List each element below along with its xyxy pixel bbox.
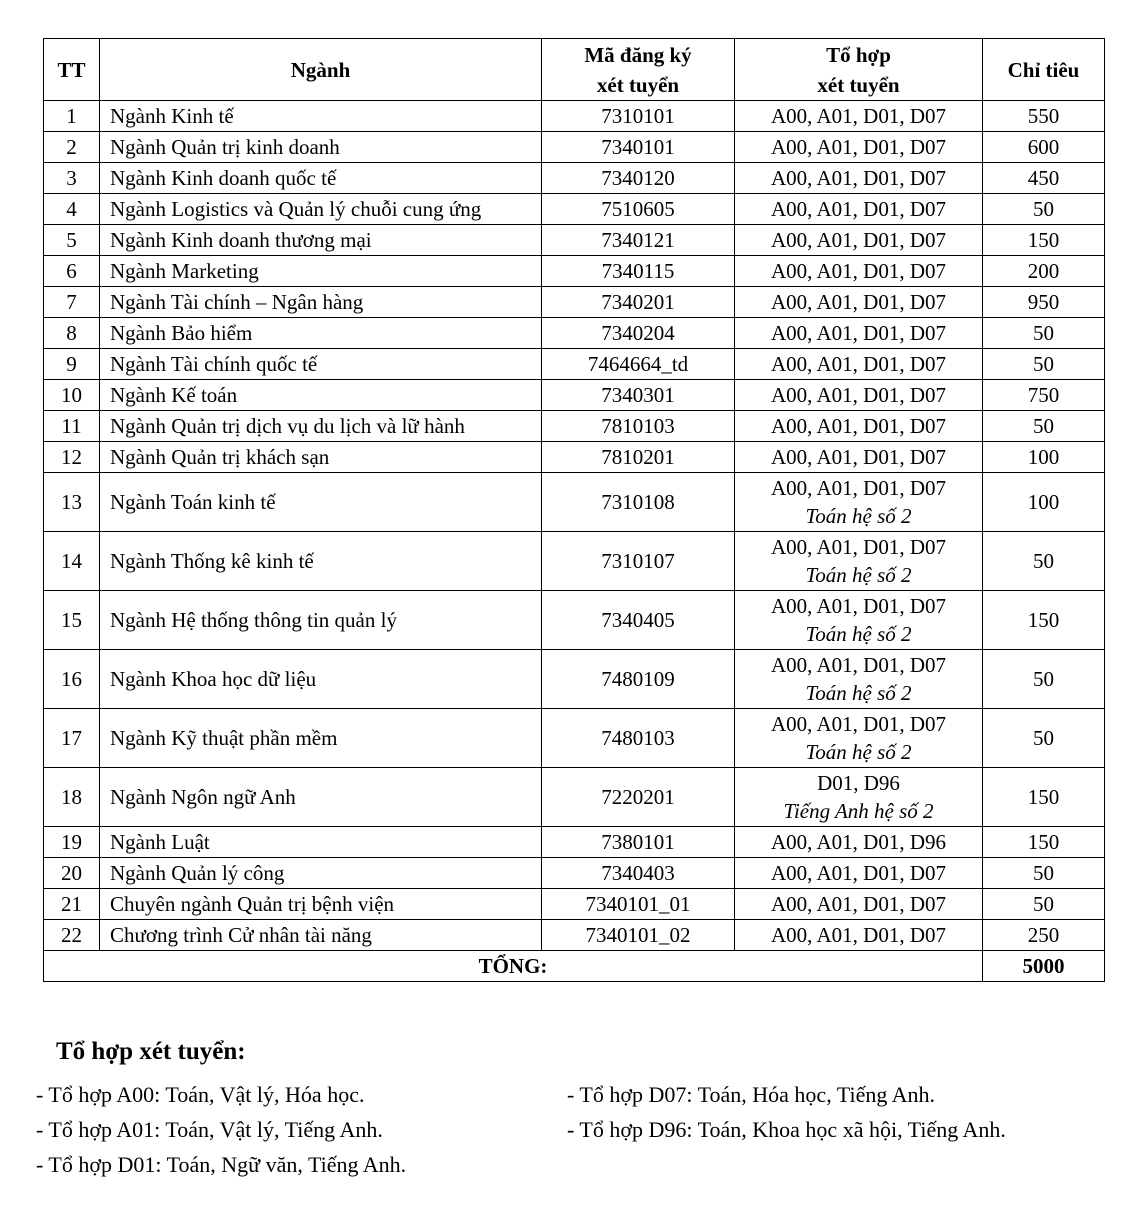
row-quota: 950 <box>983 287 1105 318</box>
legend-title: Tổ hợp xét tuyển: <box>56 1038 246 1065</box>
table-row <box>44 473 1105 532</box>
row-tt: 1 <box>44 101 100 132</box>
row-code: 7310107 <box>542 532 735 591</box>
row-major: Chuyên ngành Quản trị bệnh viện <box>100 889 542 920</box>
row-quota: 150 <box>983 591 1105 650</box>
legend-a01: - Tổ hợp A01: Toán, Vật lý, Tiếng Anh. <box>36 1117 383 1142</box>
legend-d01: - Tổ hợp D01: Toán, Ngữ văn, Tiếng Anh. <box>36 1152 407 1177</box>
row-tt: 15 <box>44 591 100 650</box>
row-quota: 50 <box>983 349 1105 380</box>
row-combo: A00, A01, D01, D07 <box>735 380 983 411</box>
row-major: Ngành Luật <box>100 827 542 858</box>
header-code <box>542 39 735 101</box>
row-combo <box>735 532 983 591</box>
row-tt: 20 <box>44 858 100 889</box>
row-combo: A00, A01, D01, D07 <box>735 101 983 132</box>
row-major: Ngành Kế toán <box>100 380 542 411</box>
row-code: 7310101 <box>542 101 735 132</box>
header-combo <box>735 39 983 101</box>
row-major: Ngành Kỹ thuật phần mềm <box>100 709 542 768</box>
row-tt: 8 <box>44 318 100 349</box>
row-tt: 19 <box>44 827 100 858</box>
row-major: Chương trình Cử nhân tài năng <box>100 920 542 951</box>
row-code: 7340405 <box>542 591 735 650</box>
row-quota: 50 <box>983 411 1105 442</box>
row-quota: 100 <box>983 473 1105 532</box>
total-label: TỔNG: <box>44 951 983 982</box>
row-combo-note: Toán hệ số 2 <box>805 563 912 587</box>
table-row <box>44 442 1105 473</box>
row-code: 7340204 <box>542 318 735 349</box>
header-combo-line2: xét tuyển <box>817 72 900 97</box>
row-tt: 17 <box>44 709 100 768</box>
row-code: 7340121 <box>542 225 735 256</box>
row-quota: 50 <box>983 709 1105 768</box>
table-row <box>44 225 1105 256</box>
row-code: 7340201 <box>542 287 735 318</box>
row-combo-main: D01, D96 <box>817 771 900 795</box>
row-combo: A00, A01, D01, D07 <box>735 858 983 889</box>
row-major: Ngành Logistics và Quản lý chuỗi cung ứng <box>100 194 542 225</box>
row-combo: A00, A01, D01, D07 <box>735 163 983 194</box>
row-tt: 5 <box>44 225 100 256</box>
table-row <box>44 827 1105 858</box>
row-code: 7340101 <box>542 132 735 163</box>
row-quota: 150 <box>983 827 1105 858</box>
row-tt: 14 <box>44 532 100 591</box>
row-combo: A00, A01, D01, D07 <box>735 194 983 225</box>
row-tt: 4 <box>44 194 100 225</box>
row-major: Ngành Khoa học dữ liệu <box>100 650 542 709</box>
row-code: 7464664_td <box>542 349 735 380</box>
row-code: 7340403 <box>542 858 735 889</box>
row-combo-note: Tiếng Anh hệ số 2 <box>783 799 934 823</box>
row-tt: 2 <box>44 132 100 163</box>
table-row <box>44 411 1105 442</box>
legend-d96: - Tổ hợp D96: Toán, Khoa học xã hội, Tiếng Anh. <box>567 1117 1006 1142</box>
table-row <box>44 768 1105 827</box>
row-combo-main: A00, A01, D01, D07 <box>770 712 946 736</box>
row-major: Ngành Bảo hiểm <box>100 318 542 349</box>
table-row <box>44 287 1105 318</box>
row-quota: 550 <box>983 101 1105 132</box>
row-quota: 50 <box>983 194 1105 225</box>
row-combo: A00, A01, D01, D07 <box>735 225 983 256</box>
table-row <box>44 101 1105 132</box>
row-major: Ngành Tài chính quốc tế <box>100 349 542 380</box>
total-row <box>44 951 1105 982</box>
row-combo-main: A00, A01, D01, D07 <box>770 535 946 559</box>
row-combo: A00, A01, D01, D96 <box>735 827 983 858</box>
row-tt: 7 <box>44 287 100 318</box>
row-combo: A00, A01, D01, D07 <box>735 132 983 163</box>
row-combo <box>735 650 983 709</box>
row-combo-main: A00, A01, D01, D07 <box>770 476 946 500</box>
table-row <box>44 920 1105 951</box>
row-quota: 50 <box>983 532 1105 591</box>
admissions-table <box>43 38 1105 982</box>
row-quota: 250 <box>983 920 1105 951</box>
row-major: Ngành Kinh doanh thương mại <box>100 225 542 256</box>
table-row <box>44 349 1105 380</box>
row-combo: A00, A01, D01, D07 <box>735 442 983 473</box>
total-value: 5000 <box>983 951 1105 982</box>
row-code: 7480103 <box>542 709 735 768</box>
row-tt: 16 <box>44 650 100 709</box>
table-row <box>44 163 1105 194</box>
row-combo: A00, A01, D01, D07 <box>735 287 983 318</box>
table-row <box>44 318 1105 349</box>
table-row <box>44 650 1105 709</box>
row-quota: 50 <box>983 318 1105 349</box>
row-code: 7340120 <box>542 163 735 194</box>
table-row <box>44 858 1105 889</box>
row-code: 7480109 <box>542 650 735 709</box>
row-major: Ngành Quản trị kinh doanh <box>100 132 542 163</box>
row-tt: 9 <box>44 349 100 380</box>
row-major: Ngành Ngôn ngữ Anh <box>100 768 542 827</box>
table-row <box>44 132 1105 163</box>
row-quota: 50 <box>983 650 1105 709</box>
row-combo-note: Toán hệ số 2 <box>805 622 912 646</box>
table-row <box>44 256 1105 287</box>
row-combo <box>735 591 983 650</box>
row-combo: A00, A01, D01, D07 <box>735 920 983 951</box>
row-code: 7380101 <box>542 827 735 858</box>
row-combo-main: A00, A01, D01, D07 <box>770 653 946 677</box>
row-combo: A00, A01, D01, D07 <box>735 256 983 287</box>
row-code: 7510605 <box>542 194 735 225</box>
row-combo: A00, A01, D01, D07 <box>735 889 983 920</box>
row-quota: 750 <box>983 380 1105 411</box>
row-combo-note: Toán hệ số 2 <box>805 740 912 764</box>
row-code: 7810103 <box>542 411 735 442</box>
row-quota: 450 <box>983 163 1105 194</box>
header-code-line1: Mã đăng ký <box>584 42 692 67</box>
row-combo <box>735 473 983 532</box>
row-tt: 11 <box>44 411 100 442</box>
row-major: Ngành Toán kinh tế <box>100 473 542 532</box>
row-code: 7340101_01 <box>542 889 735 920</box>
row-major: Ngành Kinh doanh quốc tế <box>100 163 542 194</box>
table-row <box>44 194 1105 225</box>
row-code: 7810201 <box>542 442 735 473</box>
row-major: Ngành Marketing <box>100 256 542 287</box>
table-row <box>44 591 1105 650</box>
row-tt: 3 <box>44 163 100 194</box>
row-combo <box>735 768 983 827</box>
table-row <box>44 709 1105 768</box>
row-quota: 150 <box>983 768 1105 827</box>
row-tt: 22 <box>44 920 100 951</box>
row-code: 7220201 <box>542 768 735 827</box>
row-tt: 10 <box>44 380 100 411</box>
row-major: Ngành Tài chính – Ngân hàng <box>100 287 542 318</box>
row-quota: 200 <box>983 256 1105 287</box>
table-row <box>44 380 1105 411</box>
row-major: Ngành Hệ thống thông tin quản lý <box>100 591 542 650</box>
header-combo-line1: Tổ hợp <box>826 42 891 67</box>
row-combo-note: Toán hệ số 2 <box>805 681 912 705</box>
table-body <box>44 101 1105 951</box>
header-quota: Chỉ tiêu <box>983 39 1105 101</box>
row-tt: 13 <box>44 473 100 532</box>
row-code: 7340301 <box>542 380 735 411</box>
row-combo-note: Toán hệ số 2 <box>805 504 912 528</box>
row-quota: 150 <box>983 225 1105 256</box>
row-major: Ngành Quản trị dịch vụ du lịch và lữ hành <box>100 411 542 442</box>
row-combo: A00, A01, D01, D07 <box>735 349 983 380</box>
row-quota: 600 <box>983 132 1105 163</box>
row-quota: 50 <box>983 889 1105 920</box>
row-combo: A00, A01, D01, D07 <box>735 411 983 442</box>
row-tt: 12 <box>44 442 100 473</box>
row-major: Ngành Thống kê kinh tế <box>100 532 542 591</box>
row-tt: 6 <box>44 256 100 287</box>
row-tt: 18 <box>44 768 100 827</box>
table-row <box>44 532 1105 591</box>
row-tt: 21 <box>44 889 100 920</box>
row-quota: 50 <box>983 858 1105 889</box>
header-code-line2: xét tuyển <box>596 72 680 97</box>
row-code: 7310108 <box>542 473 735 532</box>
row-combo-main: A00, A01, D01, D07 <box>770 594 946 618</box>
row-major: Ngành Kinh tế <box>100 101 542 132</box>
header-row <box>44 39 1105 101</box>
legend-d07: - Tổ hợp D07: Toán, Hóa học, Tiếng Anh. <box>567 1082 936 1107</box>
legend-a00: - Tổ hợp A00: Toán, Vật lý, Hóa học. <box>36 1082 365 1107</box>
header-tt: TT <box>44 39 100 101</box>
row-combo: A00, A01, D01, D07 <box>735 318 983 349</box>
header-major: Ngành <box>100 39 542 101</box>
row-code: 7340115 <box>542 256 735 287</box>
row-major: Ngành Quản trị khách sạn <box>100 442 542 473</box>
row-major: Ngành Quản lý công <box>100 858 542 889</box>
table-row <box>44 889 1105 920</box>
row-combo <box>735 709 983 768</box>
row-quota: 100 <box>983 442 1105 473</box>
row-code: 7340101_02 <box>542 920 735 951</box>
